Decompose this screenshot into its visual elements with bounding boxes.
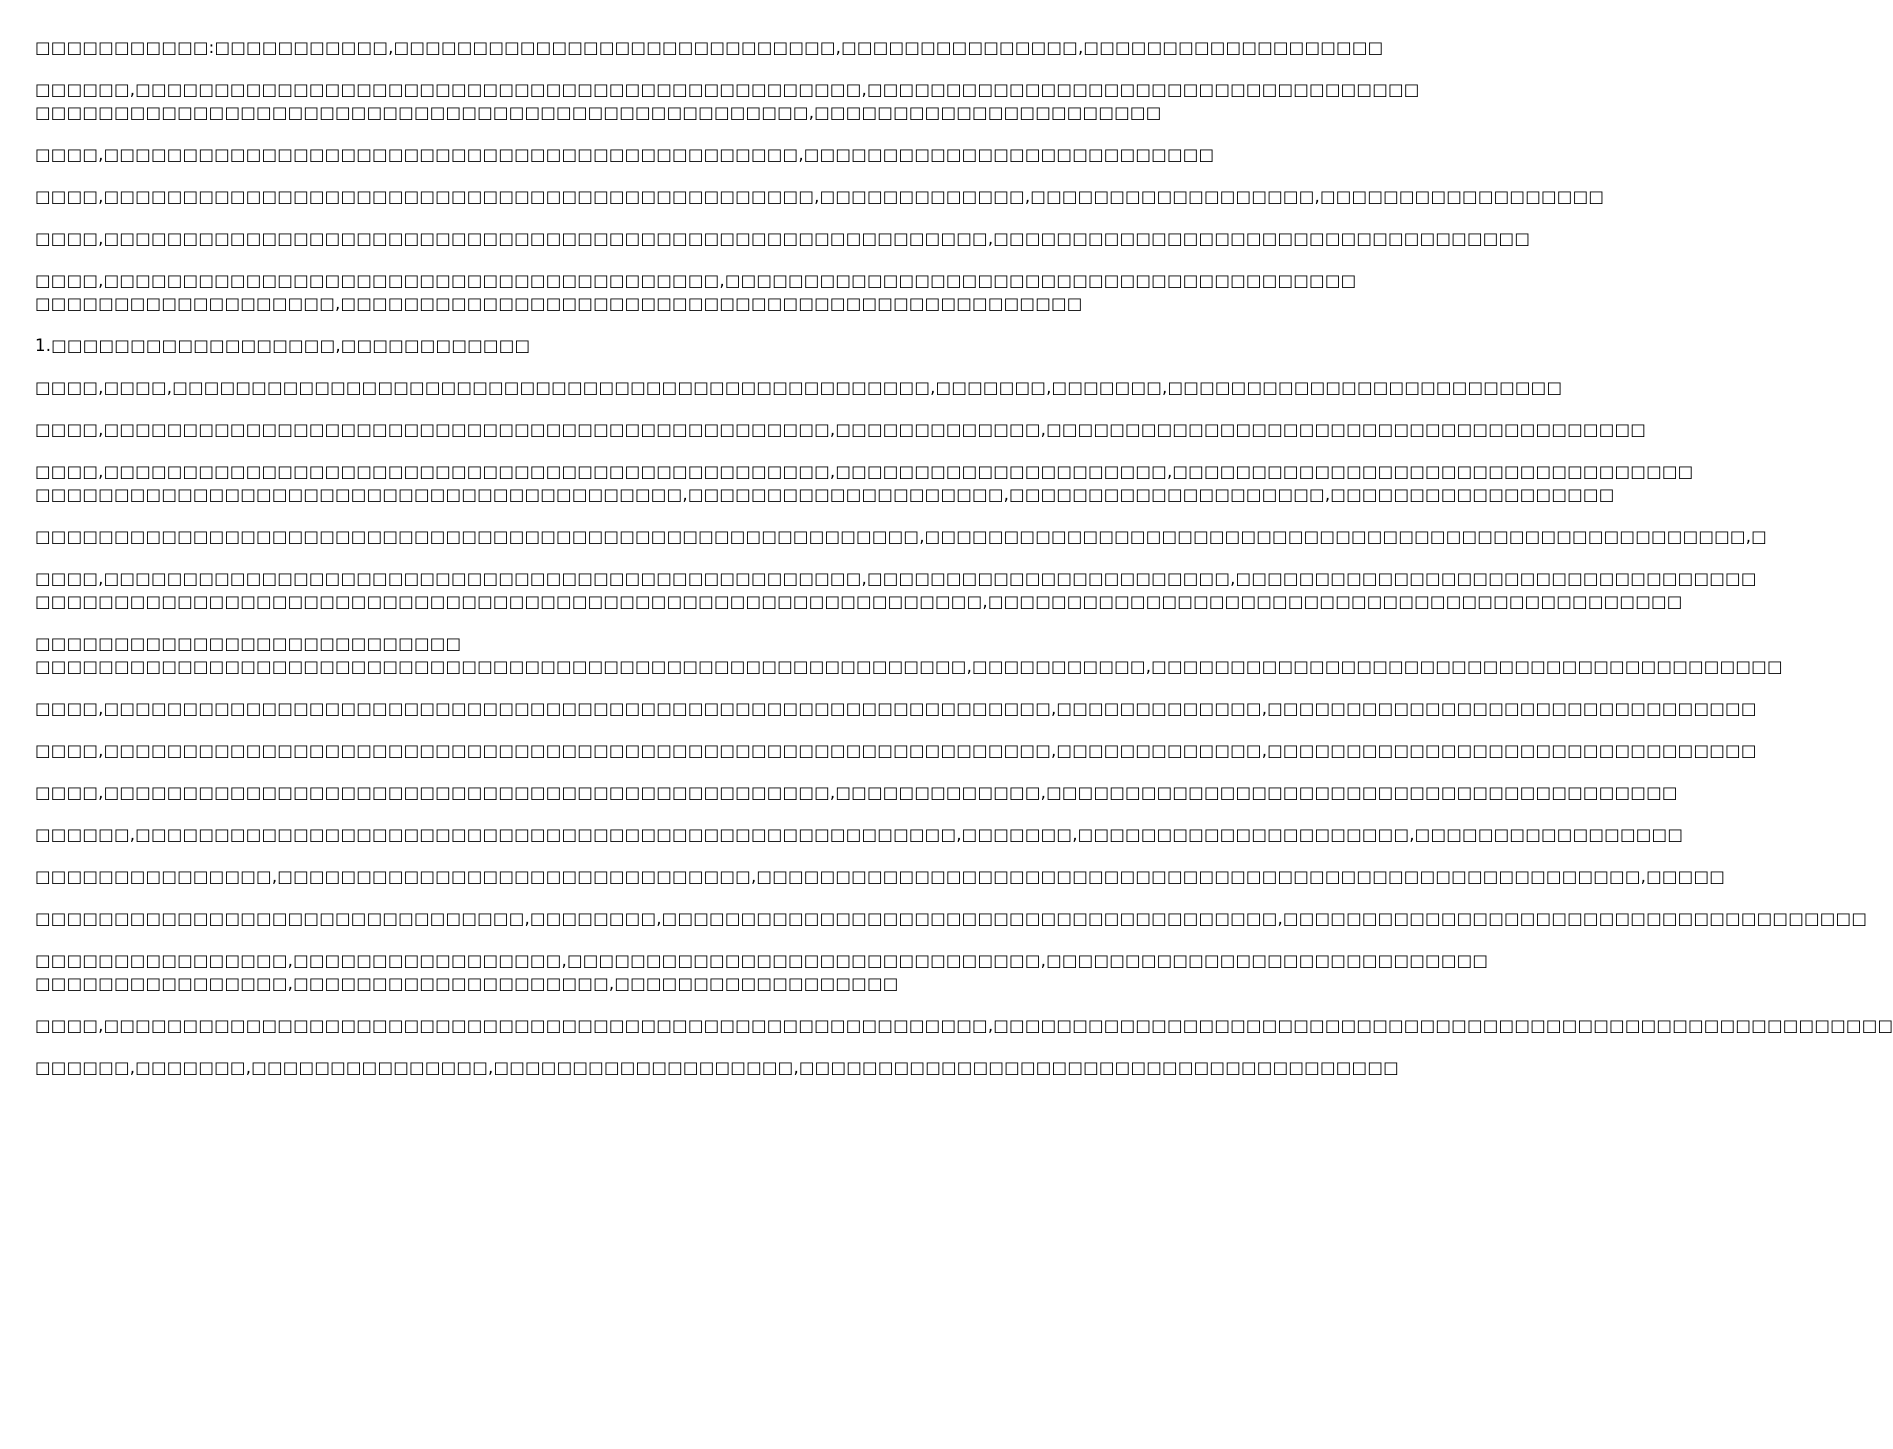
document-paragraph [35,781,1678,804]
paragraph-line: □□□□□□□□□□□□□□□□□□□□□□□□□□□ [35,634,462,653]
document-paragraph [35,1014,1893,1037]
paragraph-line: □□□□□□□□□□□□□□□□□□□□□□□□□□□□□□□□□□□□□□□□□□□□□□□□□,□□□□□□□□□□□□□□□□□□□□□□ [35,103,1162,122]
paragraph-line: □□□□□□□□□□□□□□□□□□□□□□□□□□□□□□□□□□□□□□□□□,□□□□□□□□□□□□□□□□□□□□,□□□□□□□□□□□□□□□□□□□□,□□□□□□□□□□□□□□□□□□ [35,485,1615,504]
document-paragraph [35,1056,1399,1079]
document-page [35,36,1893,1098]
paragraph-line: □□□□,□□□□□□□□□□□□□□□□□□□□□□□□□□□□□□□□□□□□□□□□□□□□□□,□□□□□□□□□□□□□□□□□□□□□,□□□□□□□□□□□□□□□□□□□□□□□□□□□□□□□□□ [35,462,1694,481]
paragraph-line: □□□□□□□□□□□□□□□,□□□□□□□□□□□□□□□□□□□□□□□□□□□□□□,□□□□□□□□□□□□□□□□□□□□□□□□□□□□□□□□□□□□□□□□□□□□□□□□□□□□□□□□,□□□□□ [35,867,1726,886]
paragraph-line: □□□□□□□□□□□□□□□□□□□□□□□□□□□□□□□□□□□□□□□□□□□□□□□□□□□□□□□□,□□□□□□□□□□□□□□□□□□□□□□□□□□□□□□□□□□□□□□□□□□□□□□□□□□□□,□ [35,527,1767,546]
document-paragraph [35,907,1868,930]
paragraph-line: □□□□,□□□□□□□□□□□□□□□□□□□□□□□□□□□□□□□□□□□□□□□□□□□□□□□□□□□□□□□□□□□□,□□□□□□□□□□□□□,□□□□□□□□□□□□□□□□□□□□□□□□□□□□□□□ [35,699,1757,718]
document-paragraph [35,567,1757,613]
document-paragraph [35,525,1767,548]
paragraph-line: □□□□□□□□□□□□□□□□□□□□□□□□□□□□□□□□□□□□□□□□□□□□□□□□□□□□□□□□□□□□,□□□□□□□□□□□□□□□□□□□□□□□□□□□□□□□□□□□□□□□□□□□□ [35,592,1683,611]
document-paragraph [35,865,1726,888]
paragraph-line: □□□□□□□□□□□□□□□□,□□□□□□□□□□□□□□□□□□□□,□□□□□□□□□□□□□□□□□□ [35,974,899,993]
document-paragraph [35,269,1357,315]
paragraph-line: □□□□□□,□□□□□□□□□□□□□□□□□□□□□□□□□□□□□□□□□□□□□□□□□□□□□□,□□□□□□□□□□□□□□□□□□□□□□□□□□□□□□□□□□□ [35,80,1420,99]
paragraph-line: 1.□□□□□□□□□□□□□□□□□□,□□□□□□□□□□□□ [35,336,531,355]
paragraph-line: □□□□□□,□□□□□□□□□□□□□□□□□□□□□□□□□□□□□□□□□□□□□□□□□□□□□□□□□□□□,□□□□□□□,□□□□□□□□□□□□□□□□□□□□□,□□□□□□□□□□□□□□□□□ [35,825,1684,844]
paragraph-line: □□□□,□□□□□□□□□□□□□□□□□□□□□□□□□□□□□□□□□□□□□□□□□□□□□□□□□□□□□□□□□□□□,□□□□□□□□□□□□□,□□□□□□□□□□□□□□□□□□□□□□□□□□□□□□□ [35,741,1757,760]
paragraph-line: □□□□,□□□□□□□□□□□□□□□□□□□□□□□□□□□□□□□□□□□□□□□□□□□□□□□□□□□□□□□□,□□□□□□□□□□□□□□□□□□□□□□□□□□□□□□□□□□ [35,229,1531,248]
paragraph-line: □□□□,□□□□□□□□□□□□□□□□□□□□□□□□□□□□□□□□□□□□□□□□□□□□,□□□□□□□□□□□□□□□□□□□□□□□□□□ [35,145,1215,164]
paragraph-line: □□□□,□□□□□□□□□□□□□□□□□□□□□□□□□□□□□□□□□□□□□□□□□□□□□□□□□□□□□□□□,□□□□□□□□□□□□□□□□□□□□□□□□□□□□□□□□□□□□□□□□□□□□□□□□□□□□□□□□□ [35,1016,1893,1035]
document-paragraph [35,376,1563,399]
document-paragraph [35,823,1684,846]
paragraph-line: □□□□,□□□□□□□□□□□□□□□□□□□□□□□□□□□□□□□□□□□□□□□,□□□□□□□□□□□□□□□□□□□□□□□□□□□□□□□□□□□□□□□□ [35,271,1357,290]
paragraph-line: □□□□□□□□□□□:□□□□□□□□□□□,□□□□□□□□□□□□□□□□□□□□□□□□□□□□,□□□□□□□□□□□□□□□,□□□□□□□□□□□□□□□□□□□ [35,38,1384,57]
document-paragraph [35,143,1215,166]
document-body [35,36,1893,1079]
document-paragraph [35,418,1647,441]
document-paragraph [35,227,1531,250]
document-paragraph [35,460,1694,506]
document-paragraph [35,36,1384,59]
paragraph-line: □□□□□□□□□□□□□□□□□□□□□□□□□□□□□□□□□□□□□□□□□□□□□□□□□□□□□□□□□□□,□□□□□□□□□□□,□□□□□□□□□□□□□□□□□□□□□□□□□□□□□□□□□□□□□□□□ [35,657,1783,676]
document-paragraph [35,739,1757,762]
paragraph-line: □□□□,□□□□□□□□□□□□□□□□□□□□□□□□□□□□□□□□□□□□□□□□□□□□□,□□□□□□□□□□□□□,□□□□□□□□□□□□□□□□□□,□□□□□□□□□□□□□□□□□□ [35,187,1605,206]
paragraph-line: □□□□□□,□□□□□□□,□□□□□□□□□□□□□□□,□□□□□□□□□□□□□□□□□□□,□□□□□□□□□□□□□□□□□□□□□□□□□□□□□□□□□□□□□□ [35,1058,1399,1077]
paragraph-line: □□□□□□□□□□□□□□□□□□□□□□□□□□□□□□□,□□□□□□□□,□□□□□□□□□□□□□□□□□□□□□□□□□□□□□□□□□□□□□□□,□□□□□□□□□□□□□□□□□□□□□□□□□□□□□□□□□□□□□ [35,909,1868,928]
paragraph-line: □□□□,□□□□□□□□□□□□□□□□□□□□□□□□□□□□□□□□□□□□□□□□□□□□□□,□□□□□□□□□□□□□,□□□□□□□□□□□□□□□□□□□□□□□□□□□□□□□□□□□□□□ [35,420,1647,439]
document-paragraph [35,949,1489,995]
paragraph-line: □□□□□□□□□□□□□□□□,□□□□□□□□□□□□□□□□□,□□□□□□□□□□□□□□□□□□□□□□□□□□□□□□,□□□□□□□□□□□□□□□□□□□□□□□□□□□□ [35,951,1489,970]
paragraph-line: □□□□,□□□□,□□□□□□□□□□□□□□□□□□□□□□□□□□□□□□□□□□□□□□□□□□□□□□□□,□□□□□□□,□□□□□□□,□□□□□□□□□□□□□□□□□□□□□□□□□ [35,378,1563,397]
paragraph-line: □□□□,□□□□□□□□□□□□□□□□□□□□□□□□□□□□□□□□□□□□□□□□□□□□□□□□,□□□□□□□□□□□□□□□□□□□□□□□,□□□□□□□□□□□□□□□□□□□□□□□□□□□□□□□□□ [35,569,1757,588]
paragraph-line: □□□□,□□□□□□□□□□□□□□□□□□□□□□□□□□□□□□□□□□□□□□□□□□□□□□,□□□□□□□□□□□□□,□□□□□□□□□□□□□□□□□□□□□□□□□□□□□□□□□□□□□□□□ [35,783,1678,802]
document-paragraph [35,185,1605,208]
paragraph-line: □□□□□□□□□□□□□□□□□□□,□□□□□□□□□□□□□□□□□□□□□□□□□□□□□□□□□□□□□□□□□□□□□□□ [35,294,1083,313]
document-paragraph [35,334,990,357]
document-paragraph [35,78,1420,124]
document-paragraph [35,697,1757,720]
document-paragraph [35,632,1783,678]
